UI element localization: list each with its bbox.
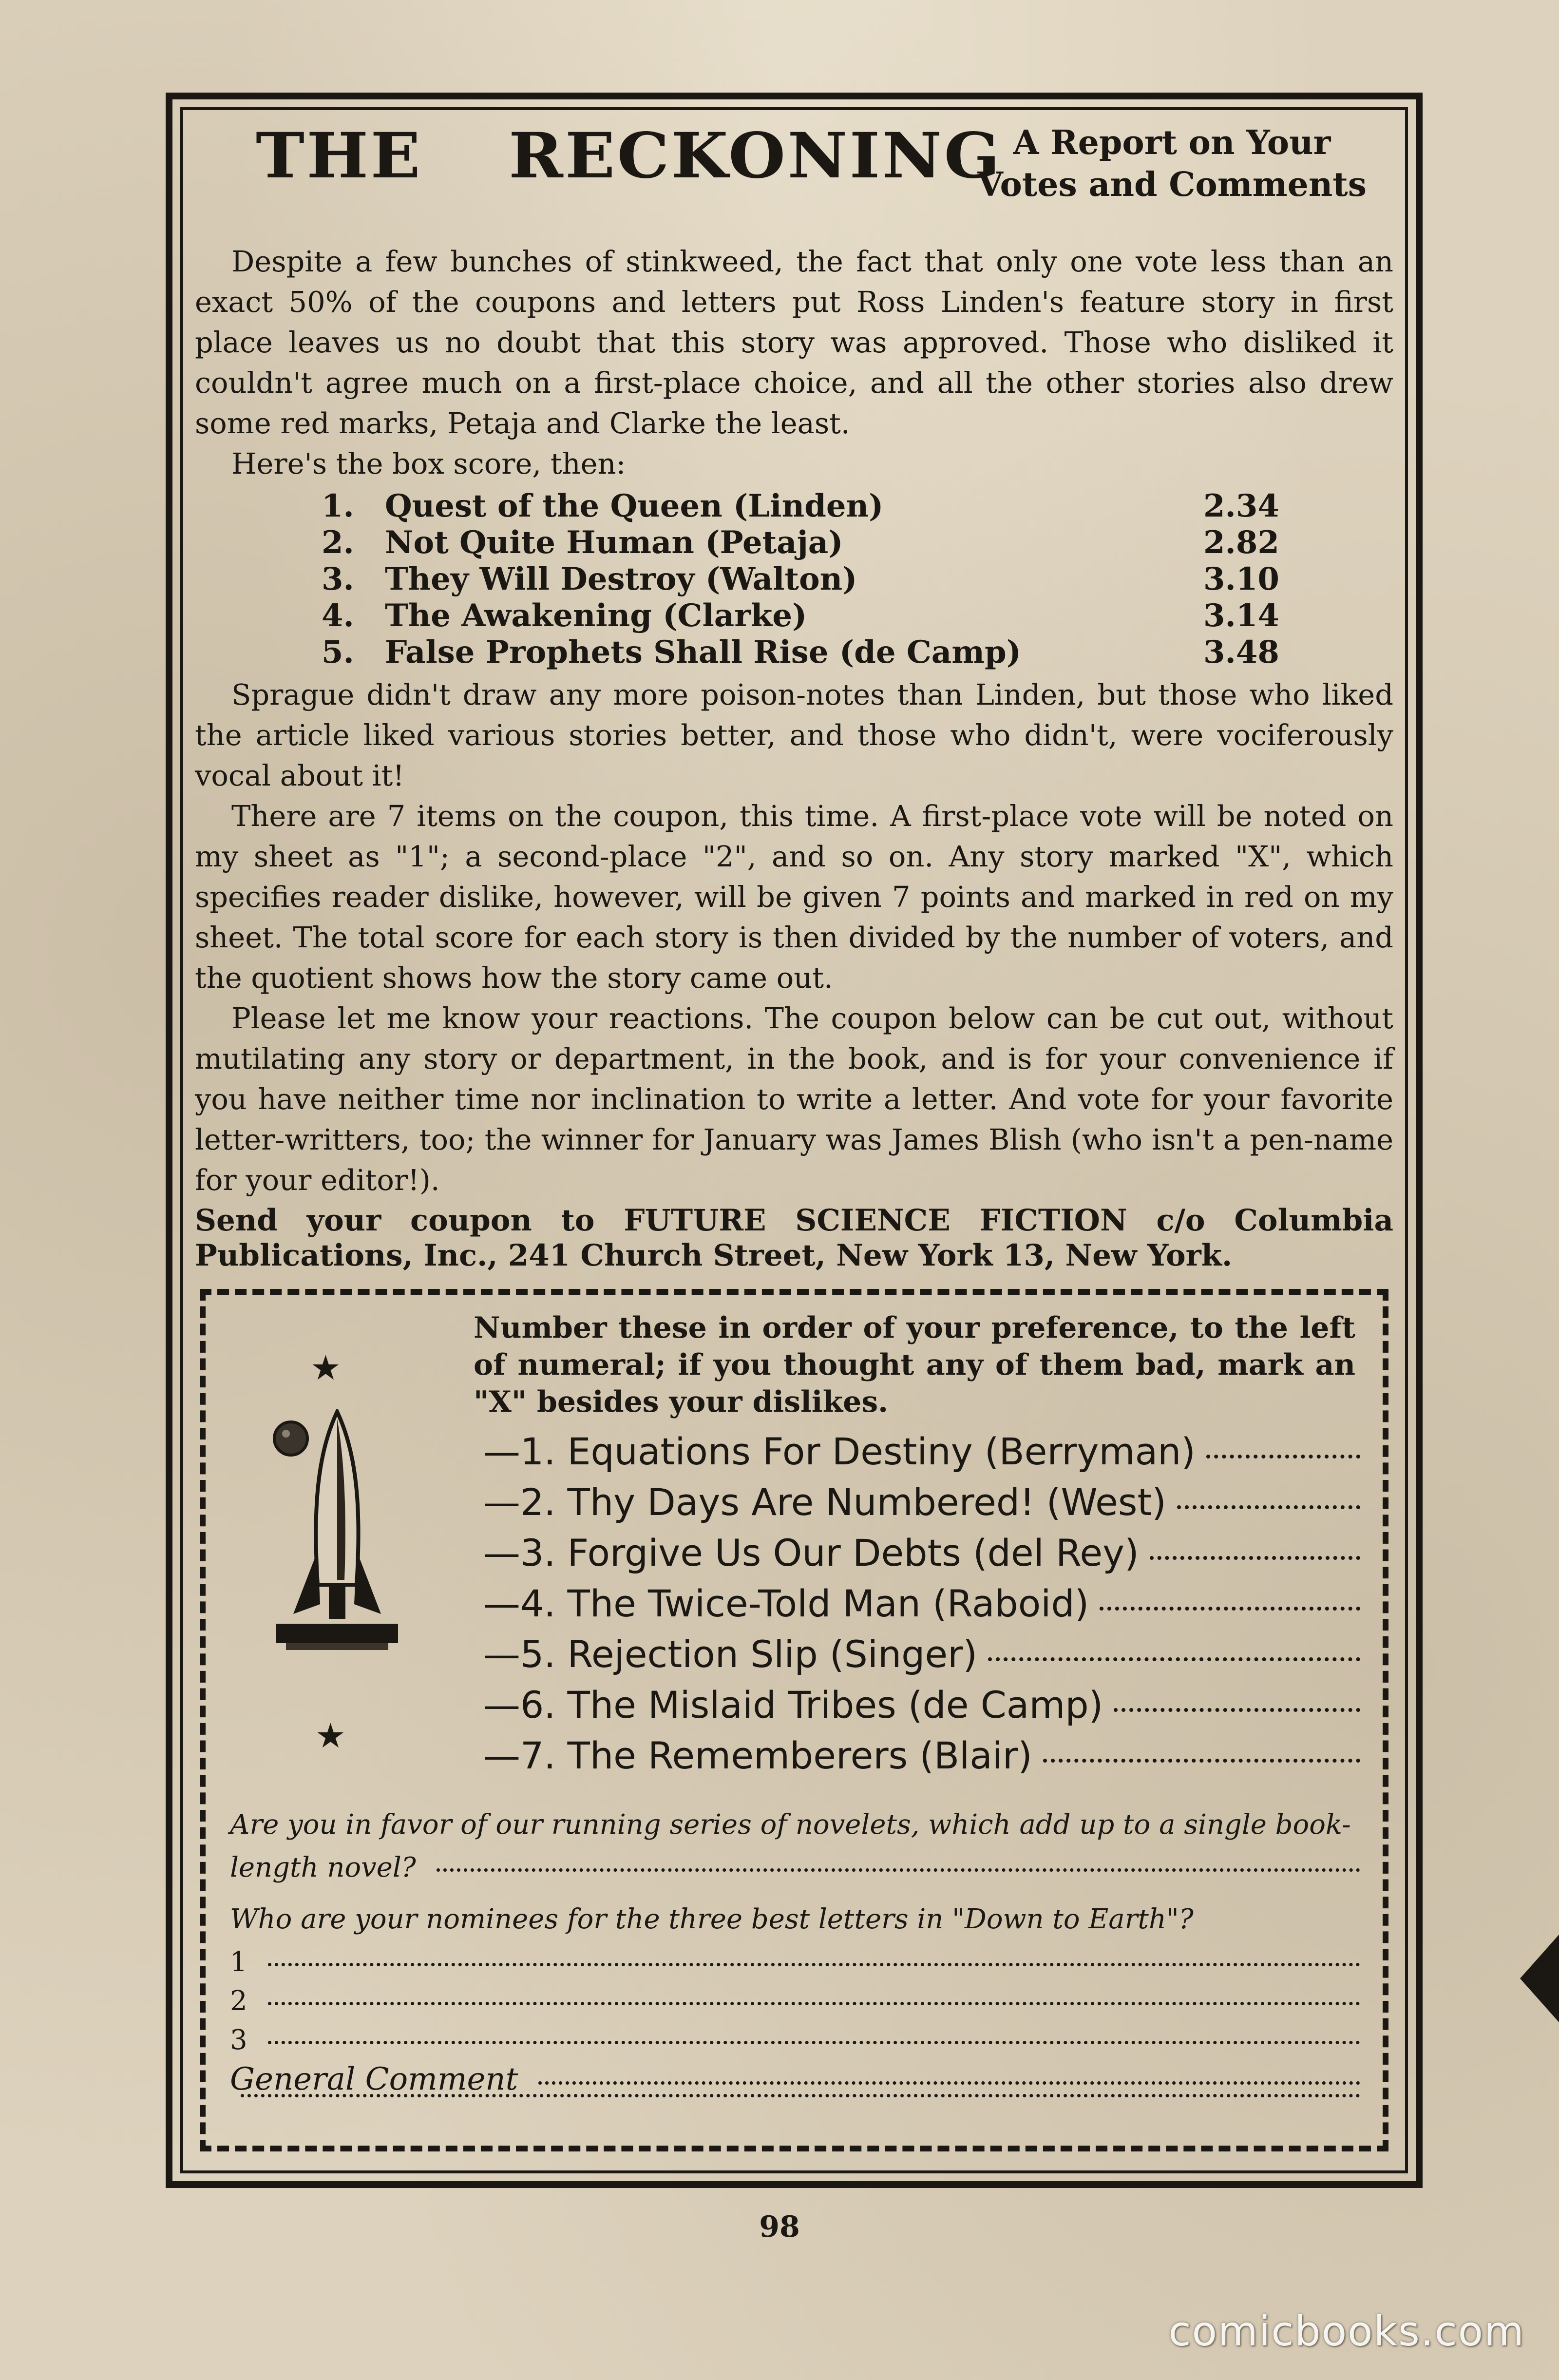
star-icon: ★ [310, 1348, 341, 1388]
box-score-value: 3.14 [1203, 597, 1279, 634]
box-score-rank: 4. [322, 597, 354, 634]
novelets-answer-line[interactable] [230, 1848, 1360, 1887]
dotted-leader [988, 1657, 1360, 1661]
box-score-value: 2.34 [1203, 488, 1279, 524]
dotted-leader [1177, 1505, 1360, 1509]
dotted-leader [1114, 1708, 1360, 1712]
vote-coupon[interactable] [200, 1289, 1388, 2151]
subtitle-line-2: Votes and Comments [977, 165, 1367, 204]
page-title [256, 119, 1002, 192]
box-score-story: False Prophets Shall Rise (de Camp) [385, 634, 1021, 671]
box-score-row [322, 634, 1286, 671]
nominee-label: 3 [230, 2024, 247, 2056]
coupon-story-item[interactable] [483, 1680, 1360, 1730]
box-score-rank: 2. [322, 524, 354, 561]
story-rank-field[interactable]: —3. [483, 1531, 556, 1574]
story-title: Rejection Slip (Singer) [567, 1632, 978, 1676]
coupon-story-item[interactable] [483, 1528, 1360, 1578]
story-rank-field[interactable]: —7. [483, 1734, 556, 1777]
box-score-rank: 3. [322, 561, 354, 597]
star-icon: ★ [315, 1716, 346, 1756]
sprague-paragraph: Sprague didn't draw any more poison-notes than Linden, but those who liked the article liked various stories better, and those who didn't, were vociferously vocal about it! [195, 678, 1393, 792]
page-number: 98 [759, 2210, 800, 2244]
coupon-story-item[interactable] [483, 1578, 1360, 1629]
rocket-icon [271, 1409, 403, 1663]
box-score-rank: 5. [322, 634, 354, 671]
article [195, 119, 1393, 1273]
coupon-story-item[interactable] [483, 1730, 1360, 1781]
coupon-story-item[interactable] [483, 1629, 1360, 1680]
story-title: Equations For Destiny (Berryman) [567, 1430, 1196, 1473]
coupon-story-list [483, 1426, 1360, 1781]
box-score-row [322, 524, 1286, 561]
watermark: comicbooks.com [1168, 2307, 1525, 2355]
coupon-instructions: Number these in order of your preference, to the left of numeral; if you thought any of them bad, mark an "X" besides your dislikes. [474, 1311, 1355, 1419]
page-subtitle [977, 122, 1367, 206]
dotted-leader [1150, 1556, 1360, 1560]
general-comment-line[interactable] [230, 2060, 1360, 2099]
dotted-leader [1043, 1759, 1360, 1763]
box-score-row [322, 561, 1286, 597]
nominee-line[interactable] [230, 1982, 1360, 2021]
box-score-value: 3.48 [1203, 634, 1279, 671]
intro-paragraph: Despite a few bunches of stinkweed, the fact that only one vote less than an exact 50% of the coupons and letters put Ross Linden's feature story in first place leaves us no doubt that this story was approved. Those who disliked it couldn't agree much on a first-place choice, and all the other stories also drew some red marks, Petaja and Clarke the least. [195, 245, 1393, 440]
story-rank-field[interactable]: —1. [483, 1430, 556, 1473]
page-tear [1520, 1935, 1559, 2022]
story-rank-field[interactable]: —6. [483, 1683, 556, 1727]
story-title: Thy Days Are Numbered! (West) [567, 1480, 1166, 1524]
nominee-field[interactable] [268, 2002, 1360, 2005]
box-score-story: Quest of the Queen (Linden) [385, 488, 884, 524]
general-comment-field[interactable] [538, 2081, 1360, 2085]
box-score-story: They Will Destroy (Walton) [385, 561, 857, 597]
box-score-row [322, 488, 1286, 524]
general-comment-label: General Comment [230, 2061, 518, 2097]
story-title: The Mislaid Tribes (de Camp) [567, 1683, 1103, 1727]
letters-question: Who are your nominees for the three best letters in "Down to Earth"? [230, 1903, 1194, 1935]
box-score-story: The Awakening (Clarke) [385, 597, 807, 634]
novelets-question-line-1: Are you in favor of our running series of novelets, which add up to a single book- [230, 1809, 1351, 1841]
story-rank-field[interactable]: —4. [483, 1582, 556, 1625]
answer-field[interactable] [437, 1868, 1360, 1872]
nominee-line[interactable] [230, 1943, 1360, 1982]
story-title: Forgive Us Our Debts (del Rey) [567, 1531, 1139, 1574]
nominee-label: 2 [230, 1985, 247, 2017]
reactions-paragraph: Please let me know your reactions. The coupon below can be cut out, without mutilating any story or department, in the book, and is for your convenience if you have neither time nor inclination to write a letter. And vote for your favorite letter-writters, too; the winner for January was James Blish (who isn't a pen-name for your editor!). [195, 1001, 1393, 1197]
box-score-value: 3.10 [1203, 561, 1279, 597]
title-part-1: THE [256, 119, 423, 192]
nominee-label: 1 [230, 1946, 247, 1978]
nominee-field[interactable] [268, 2041, 1360, 2044]
coupon-items-paragraph: There are 7 items on the coupon, this time. A first-place vote will be noted on my sheet as "1"; a second-place "2", and so on. Any story marked "X", which specifies reader dislike, however, will be given 7 points and marked in red on my sheet. The total score for each story is then divided by the number of voters, and the quotient shows how the story came out. [195, 799, 1393, 995]
box-score-rank: 1. [322, 488, 354, 524]
title-part-2: RECKONING [509, 119, 1002, 192]
coupon-questions [230, 1802, 1360, 2102]
story-title: The Twice-Told Man (Raboid) [567, 1582, 1089, 1625]
dotted-leader [1100, 1607, 1360, 1611]
nominee-field[interactable] [268, 1963, 1360, 1966]
story-title: The Rememberers (Blair) [567, 1734, 1032, 1777]
article-header [195, 119, 1393, 241]
send-address: Send your coupon to FUTURE SCIENCE FICTION c/o Columbia Publications, Inc., 241 Church Street, New York 13, New York. [195, 1203, 1393, 1273]
subtitle-line-1: A Report on Your [1013, 123, 1331, 162]
story-rank-field[interactable]: —5. [483, 1632, 556, 1676]
novelets-question-line-2: length novel? [230, 1852, 416, 1883]
box-score-table [322, 488, 1286, 671]
box-score-value: 2.82 [1203, 524, 1279, 561]
box-score-story: Not Quite Human (Petaja) [385, 524, 843, 561]
general-comment-line-2[interactable] [230, 2099, 1360, 2102]
coupon-story-item[interactable] [483, 1477, 1360, 1528]
story-rank-field[interactable]: —2. [483, 1480, 556, 1524]
dotted-leader [1206, 1455, 1360, 1459]
box-score-intro: Here's the box score, then: [231, 447, 626, 480]
general-comment-field[interactable] [241, 2094, 1360, 2097]
box-score-row [322, 597, 1286, 634]
coupon-story-item[interactable] [483, 1426, 1360, 1477]
nominee-line[interactable] [230, 2021, 1360, 2060]
